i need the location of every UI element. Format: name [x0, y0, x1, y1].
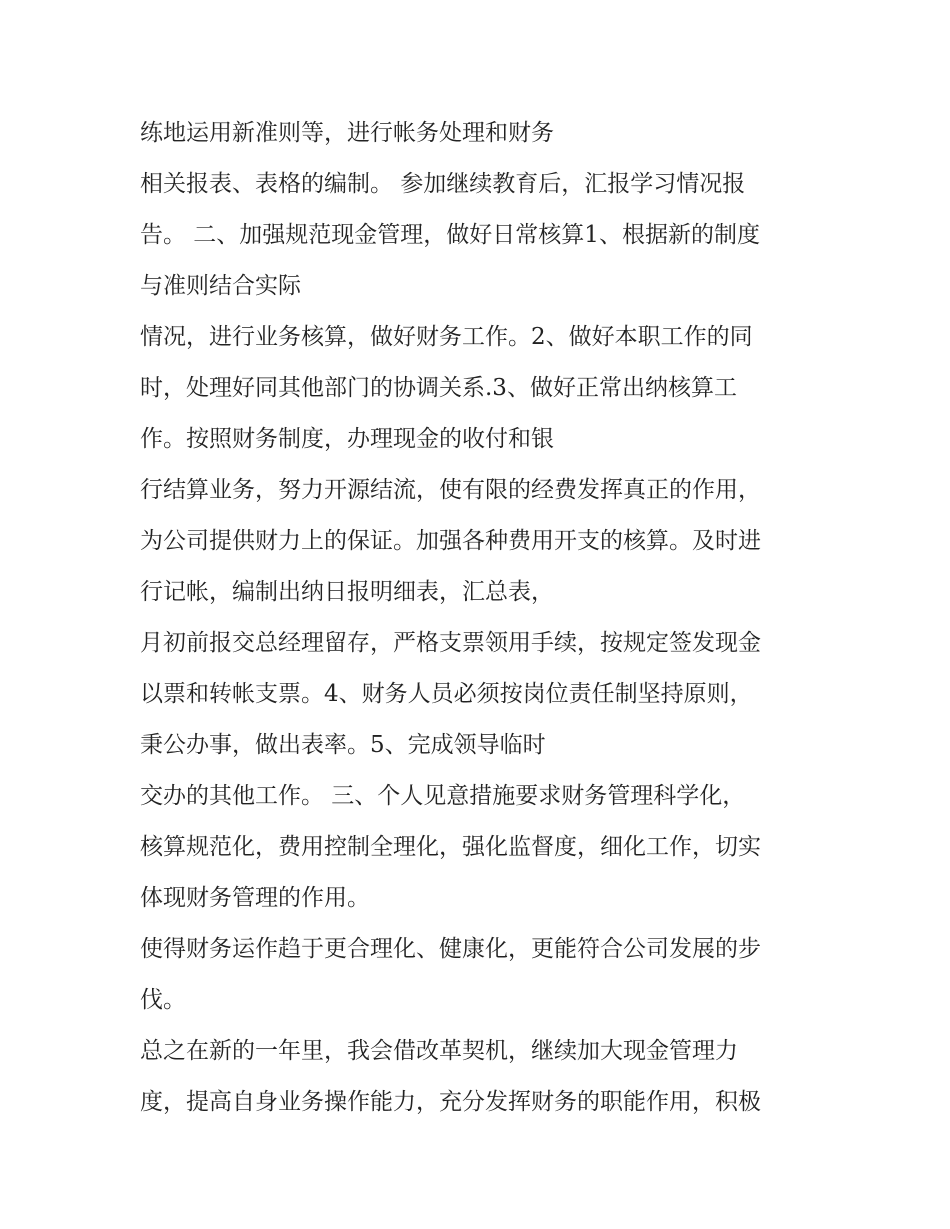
text-line: 行结算业务，努力开源结流，使有限的经费发挥真正的作用，	[140, 477, 761, 503]
text-line: 为公司提供财力上的保证。加强各种费用开支的核算。及时进	[140, 528, 761, 554]
text-line: 时，处理好同其他部门的协调关系.3、做好正常出纳核算工	[140, 375, 737, 401]
text-line: 与准则结合实际	[140, 273, 301, 299]
text-line: 交办的其他工作。 三、个人见意措施要求财务管理科学化，	[140, 783, 746, 809]
document-body	[140, 108, 830, 1128]
text-line: 相关报表、表格的编制。 参加继续教育后，汇报学习情况报	[140, 171, 746, 197]
text-line: 月初前报交总经理留存，严格支票领用手续，按规定签发现金	[140, 630, 761, 656]
text-line: 总之在新的一年里，我会借改革契机，继续加大现金管理力	[140, 1038, 738, 1064]
text-line: 情况，进行业务核算，做好财务工作。2、做好本职工作的同	[140, 324, 753, 350]
text-line: 使得财务运作趋于更合理化、健康化，更能符合公司发展的步	[140, 936, 761, 962]
text-line: 核算规范化，费用控制全理化，强化监督度，细化工作，切实	[140, 834, 761, 860]
text-line: 告。 二、加强规范现金管理，做好日常核算1、根据新的制度	[140, 222, 760, 248]
text-line: 作。按照财务制度，办理现金的收付和银	[140, 426, 554, 452]
text-line: 练地运用新准则等，进行帐务处理和财务	[140, 120, 554, 146]
text-line: 行记帐，编制出纳日报明细表，汇总表，	[140, 579, 554, 605]
text-line: 以票和转帐支票。4、财务人员必须按岗位责任制坚持原则，	[140, 681, 753, 707]
text-line: 伐。	[140, 987, 186, 1013]
text-line: 体现财务管理的作用。	[140, 885, 370, 911]
text-line: 度，提高自身业务操作能力，充分发挥财务的职能作用，积极	[140, 1089, 761, 1115]
text-line: 秉公办事，做出表率。5、完成领导临时	[140, 732, 546, 758]
